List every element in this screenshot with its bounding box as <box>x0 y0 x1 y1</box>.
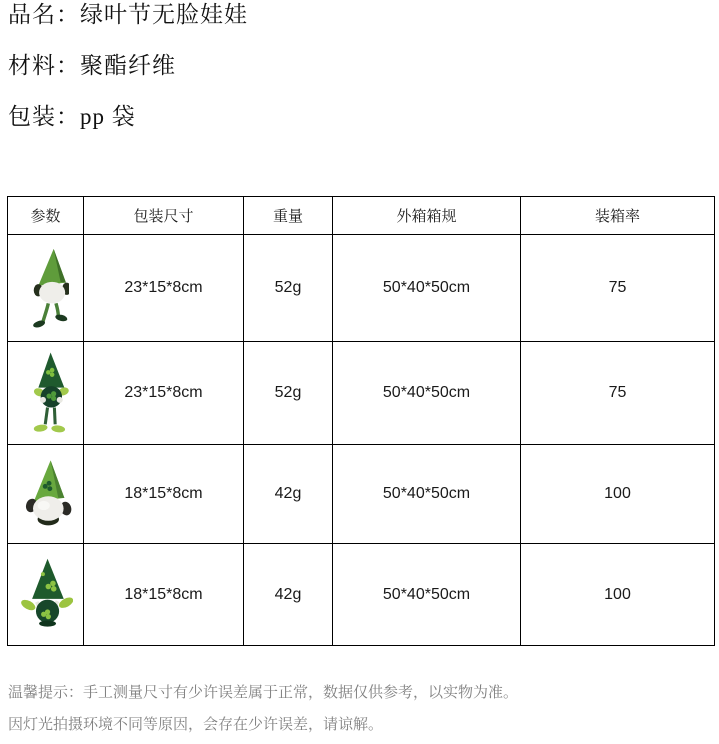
cell-package-size: 23*15*8cm <box>84 235 244 342</box>
table-row <box>8 445 715 544</box>
material-line <box>8 53 248 79</box>
gnome-doll-long-legs-dark-hat-clover-image <box>23 351 69 435</box>
cell-weight: 52g <box>244 342 333 445</box>
spec-table-wrap <box>7 196 715 646</box>
footer-notes <box>8 683 518 744</box>
cell-doll-image-3 <box>8 445 84 544</box>
packaging-label: 包装： <box>8 104 80 129</box>
cell-package-size: 23*15*8cm <box>84 342 244 445</box>
packaging-line <box>8 104 248 130</box>
note-line-lighting: 因灯光拍摄环境不同等原因，会存在少许误差，请谅解。 <box>8 716 384 733</box>
gnome-doll-dark-hat-clover-body-image <box>19 557 73 633</box>
column-header-carton-size: 外箱箱规 <box>333 197 521 235</box>
cell-carton-size: 50*40*50cm <box>333 235 521 342</box>
column-header-package-size: 包装尺寸 <box>84 197 244 235</box>
cell-packing-rate: 100 <box>521 544 715 646</box>
cell-weight: 42g <box>244 445 333 544</box>
table-row <box>8 342 715 445</box>
column-header-weight: 重量 <box>244 197 333 235</box>
cell-carton-size: 50*40*50cm <box>333 342 521 445</box>
table-row <box>8 544 715 646</box>
product-name-line <box>8 2 248 28</box>
column-header-packing-rate: 装箱率 <box>521 197 715 235</box>
cell-packing-rate: 75 <box>521 235 715 342</box>
cell-doll-image-4 <box>8 544 84 646</box>
gnome-doll-white-beard-clover-hat-image <box>20 458 72 530</box>
material-value: 聚酯纤维 <box>80 53 176 78</box>
product-name-label: 品名： <box>8 2 80 27</box>
cell-carton-size: 50*40*50cm <box>333 544 521 646</box>
gnome-doll-long-legs-white-beard-image <box>23 247 69 329</box>
cell-packing-rate: 75 <box>521 342 715 445</box>
cell-doll-image-1 <box>8 235 84 342</box>
product-info <box>8 2 248 155</box>
column-header-parameters: 参数 <box>8 197 84 235</box>
cell-doll-image-2 <box>8 342 84 445</box>
material-label: 材料： <box>8 53 80 78</box>
cell-package-size: 18*15*8cm <box>84 544 244 646</box>
table-header-row <box>8 197 715 235</box>
product-name-value: 绿叶节无脸娃娃 <box>80 2 248 27</box>
cell-carton-size: 50*40*50cm <box>333 445 521 544</box>
table-row <box>8 235 715 342</box>
cell-packing-rate: 100 <box>521 445 715 544</box>
note-line-measurement: 温馨提示：手工测量尺寸有少许误差属于正常，数据仅供参考，以实物为准。 <box>8 684 519 701</box>
packaging-value: pp 袋 <box>80 104 136 129</box>
cell-weight: 42g <box>244 544 333 646</box>
cell-weight: 52g <box>244 235 333 342</box>
cell-package-size: 18*15*8cm <box>84 445 244 544</box>
spec-table <box>7 196 715 646</box>
